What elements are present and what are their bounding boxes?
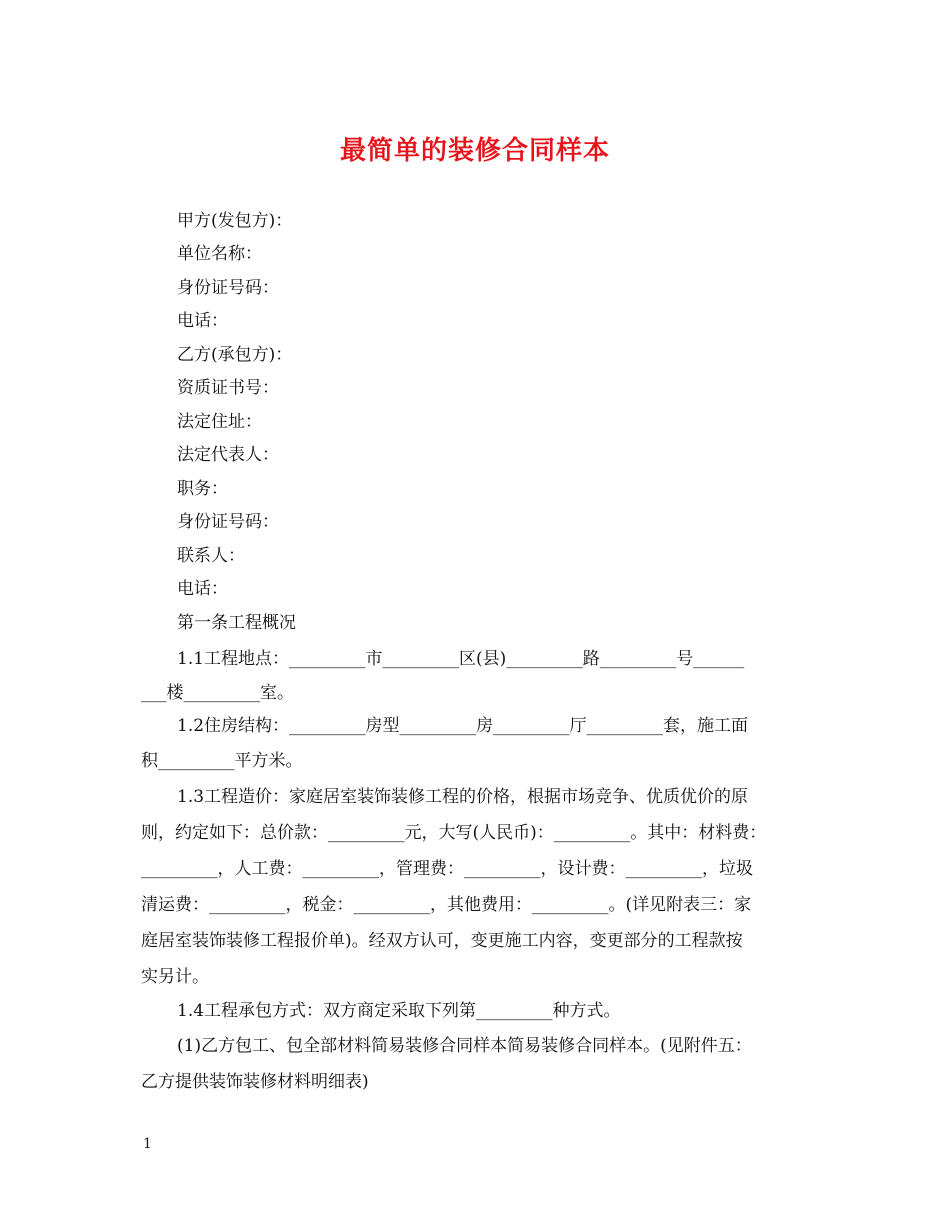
qualification-cert-label: 资质证书号： bbox=[177, 378, 279, 398]
clause-1-2-line-1: 1.2住房结构：_________房型_________房_________厅_________套，施工面 bbox=[177, 716, 749, 736]
clause-1-3-line-2: 则，约定如下：总价款：_________元，大写(人民币)：_________。其中：材料费： bbox=[141, 823, 767, 843]
document-title: 最简单的装修合同样本 bbox=[339, 136, 610, 166]
clause-1-2-line-2: 积_________平方米。 bbox=[141, 751, 303, 771]
clause-1-1-line-2: ___楼_________室。 bbox=[141, 683, 294, 703]
legal-representative-label: 法定代表人： bbox=[177, 445, 279, 465]
party-b-phone-label: 电话： bbox=[177, 579, 228, 599]
party-b-label: 乙方(承包方)： bbox=[177, 345, 293, 365]
contact-person-label: 联系人： bbox=[177, 546, 245, 566]
clause-1-3-line-1: 1.3工程造价：家庭居室装饰装修工程的价格，根据市场竞争、优质优价的原 bbox=[177, 787, 749, 807]
party-b-id-number-label: 身份证号码： bbox=[177, 512, 279, 532]
party-a-phone-label: 电话： bbox=[177, 311, 228, 331]
party-a-label: 甲方(发包方)： bbox=[177, 211, 293, 231]
clause-1-3-line-6: 实另计。 bbox=[141, 967, 209, 987]
article-1-heading: 第一条工程概况 bbox=[177, 613, 296, 633]
clause-1-3-line-4: 清运费：_________，税金：_________，其他费用：_________。(详见附表三：家 bbox=[141, 895, 752, 915]
clause-1-1-line-1: 1.1工程地点：_________市_________区(县)_________路_________号______ bbox=[177, 649, 745, 669]
clause-1-4-option-1-line-2: 乙方提供装饰装修材料明细表) bbox=[141, 1072, 369, 1092]
clause-1-3-line-3: _________，人工费：_________，管理费：_________，设计费：_________，垃圾 bbox=[141, 859, 753, 879]
position-label: 职务： bbox=[177, 479, 228, 499]
page-number: 1 bbox=[143, 1136, 152, 1152]
company-name-label: 单位名称： bbox=[177, 244, 262, 264]
clause-1-3-line-5: 庭居室装饰装修工程报价单)。经双方认可，变更施工内容，变更部分的工程款按 bbox=[141, 931, 743, 951]
legal-address-label: 法定住址： bbox=[177, 412, 262, 432]
clause-1-4-option-1-line-1: (1)乙方包工、包全部材料简易装修合同样本简易装修合同样本。(见附件五： bbox=[177, 1036, 752, 1056]
clause-1-4: 1.4工程承包方式：双方商定采取下列第_________种方式。 bbox=[177, 1001, 621, 1021]
party-a-id-number-label: 身份证号码： bbox=[177, 278, 279, 298]
